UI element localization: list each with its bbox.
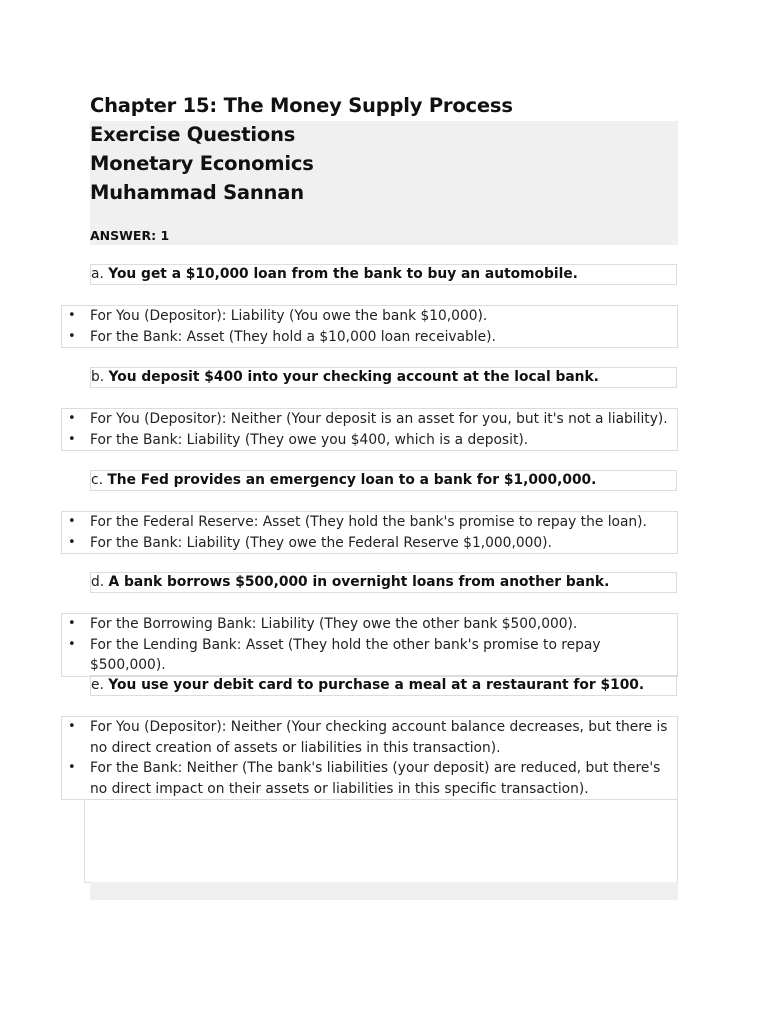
empty-text-box: [84, 799, 678, 883]
question-letter: b.: [91, 369, 105, 385]
list-item: • For the Bank: Liability (They owe the Federal Reserve $1,000,000).: [62, 533, 677, 554]
footer-background: [90, 882, 678, 900]
list-item: • For the Bank: Liability (They owe you $400, which is a deposit).: [62, 430, 677, 451]
list-item: • For the Federal Reserve: Asset (They hold the bank's promise to repay the loan).: [62, 512, 677, 533]
question-d: [90, 572, 677, 593]
chapter-title: Chapter 15: The Money Supply Process: [90, 94, 513, 117]
answer-list-e: [61, 716, 678, 800]
answer-list-b: [61, 408, 678, 451]
answer-label: ANSWER: 1: [90, 228, 170, 243]
question-letter: e.: [91, 677, 104, 693]
list-item: • For You (Depositor): Liability (You owe the bank $10,000).: [62, 306, 677, 327]
question-c: [90, 470, 677, 491]
question-text: The Fed provides an emergency loan to a bank for $1,000,000.: [107, 472, 597, 488]
question-text: You deposit $400 into your checking account at the local bank.: [108, 369, 599, 385]
answer-list-a: [61, 305, 678, 348]
list-item: • For the Borrowing Bank: Liability (They owe the other bank $500,000).: [62, 614, 677, 635]
list-item: • For You (Depositor): Neither (Your deposit is an asset for you, but it's not a liability).: [62, 409, 677, 430]
author-name: Muhammad Sannan: [90, 181, 304, 204]
question-text: You use your debit card to purchase a meal at a restaurant for $100.: [108, 677, 645, 693]
question-b: [90, 367, 677, 388]
course-name: Monetary Economics: [90, 152, 314, 175]
list-item: • For the Bank: Neither (The bank's liabilities (your deposit) are reduced, but there's no direct impact on their assets or liabilities in this specific transaction).: [62, 758, 677, 799]
exercise-heading: Exercise Questions: [90, 123, 296, 146]
question-text: You get a $10,000 loan from the bank to buy an automobile.: [108, 266, 578, 282]
question-text: A bank borrows $500,000 in overnight loans from another bank.: [108, 574, 610, 590]
question-letter: d.: [91, 574, 105, 590]
list-item: • For the Lending Bank: Asset (They hold the other bank's promise to repay $500,000).: [62, 635, 677, 676]
list-item: • For You (Depositor): Neither (Your checking account balance decreases, but there is no direct creation of assets or liabilities in this transaction).: [62, 717, 677, 758]
question-e: [90, 675, 677, 696]
list-item: • For the Bank: Asset (They hold a $10,000 loan receivable).: [62, 327, 677, 348]
answer-list-c: [61, 511, 678, 554]
question-letter: a.: [91, 266, 104, 282]
answer-list-d: [61, 613, 678, 677]
question-a: [90, 264, 677, 285]
question-letter: c.: [91, 472, 103, 488]
